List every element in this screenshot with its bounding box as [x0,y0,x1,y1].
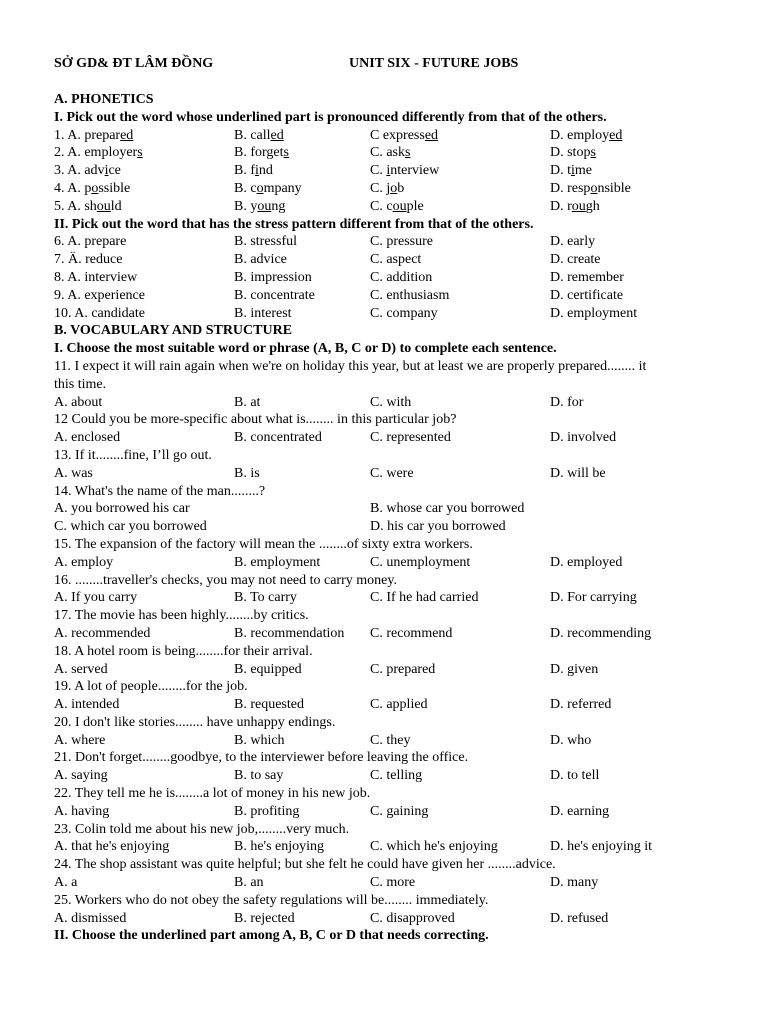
option-a: 7. Ä. reduce [54,252,123,268]
underlined-part: ou [392,198,407,214]
underlined-part: s [283,145,289,161]
options-row [54,465,704,483]
question-stem: 18. A hotel room is being........for their arrival. [54,643,313,659]
options-row [54,732,704,750]
option-b: B. which [234,732,285,748]
option-b: B. profiting [234,803,300,819]
option-a: 4. A. possible [54,180,131,196]
instruction: II. Choose the underlined part among A, B, C or D that needs correcting. [54,928,489,944]
option-d: D. will be [550,465,606,481]
question-row [54,180,704,198]
option-b: B. concentrated [234,430,322,446]
option-c: C expressed [370,127,439,143]
question-row [54,269,704,287]
instruction: I. Pick out the word whose underlined part is pronounced differently from that of the others. [54,109,607,125]
options-row [54,518,704,536]
option-b: B. interest [234,305,292,321]
option-d: D. he's enjoying it [550,839,653,855]
option-b: B. employment [234,554,321,570]
option-a: A. recommended [54,625,151,641]
question-row [54,127,704,145]
option-a: 3. A. advice [54,163,121,179]
options-row [54,394,704,412]
option-a: 6. A. prepare [54,234,127,250]
option-b: B. impression [234,269,312,285]
instruction: II. Pick out the word that has the stress pattern different from that of the others. [54,216,534,232]
option-a: 2. A. employers [54,145,143,161]
underlined-part: o [256,180,264,196]
option-d: D. referred [550,697,612,713]
option-a: A. a [54,875,78,891]
option-c: C. recommend [370,625,453,641]
options-row [54,625,704,643]
options-row [54,874,704,892]
underlined-part: ed [424,127,439,143]
question-stem: 12 Could you be more-specific about what is........ in this particular job? [54,412,457,428]
option-c: C. which he's enjoying [370,839,498,855]
option-c: C. applied [370,697,428,713]
question-stem: 19. A lot of people........for the job. [54,679,248,695]
option-c: C. addition [370,269,433,285]
underlined-part: ed [270,127,284,143]
option-d: D. many [550,875,599,891]
option-a: A. enclosed [54,430,121,446]
option-b: B. concentrate [234,287,315,303]
options-row [54,696,704,714]
options-row [54,500,704,518]
instruction: I. Choose the most suitable word or phrase (A, B, C or D) to complete each sentence. [54,341,557,357]
section-title: B. VOCABULARY AND STRUCTURE [54,323,293,339]
underlined-part: o [91,180,99,196]
option-a: 8. A. interview [54,269,138,285]
option-d: D. For carrying [550,590,637,606]
option-b: B. requested [234,697,304,713]
option-c: C. job [370,180,405,196]
question-stem: 24. The shop assistant was quite helpful; but she felt he could have given her ........advice. [54,857,556,873]
option-d: D. create [550,252,601,268]
option-d: D. employed [550,554,623,570]
option-d: D. earning [550,803,610,819]
option-a: A. served [54,661,108,677]
option-c: C. pressure [370,234,433,250]
underlined-part: ed [120,127,134,143]
underlined-part: ou [257,198,272,214]
question-stem: 21. Don't forget........goodbye, to the interviewer before leaving the office. [54,750,469,766]
option-a: A. was [54,465,93,481]
question-stem: 14. What's the name of the man........? [54,483,266,499]
option-b: B. find [234,163,273,179]
option-d: D. for [550,394,584,410]
option-a: A. having [54,803,110,819]
underlined-part: i [255,163,259,179]
question-row [54,198,704,216]
question-stem: 23. Colin told me about his new job,........very much. [54,821,350,837]
option-left: C. which car you borrowed [54,519,207,535]
question-row [54,287,704,305]
header-right: UNIT SIX - FUTURE JOBS [349,56,519,71]
option-d: D. early [550,234,596,250]
question-row [54,162,704,180]
option-d: D. rough [550,198,600,214]
option-d: D. recommending [550,625,652,641]
option-c: C. more [370,875,416,891]
option-c: C. with [370,394,412,410]
question-row [54,305,704,323]
option-c: C. disapproved [370,910,455,926]
option-left: A. you borrowed his car [54,501,190,517]
question-stem: 22. They tell me he is........a lot of money in his new job. [54,786,371,802]
option-d: D. responsible [550,180,631,196]
option-c: C. they [370,732,411,748]
option-b: B. young [234,198,286,214]
option-b: B. called [234,127,284,143]
option-right: B. whose car you borrowed [370,501,525,517]
options-row [54,554,704,572]
option-b: B. company [234,180,302,196]
option-d: D. involved [550,430,617,446]
option-b: B. rejected [234,910,295,926]
option-b: B. at [234,394,261,410]
options-row [54,838,704,856]
option-b: B. stressful [234,234,297,250]
underlined-part: o [390,180,398,196]
option-b: B. advice [234,252,287,268]
underlined-part: o [590,180,598,196]
option-c: C. asks [370,145,411,161]
options-row [54,429,704,447]
option-a: 10. A. candidate [54,305,145,321]
option-c: C. aspect [370,252,422,268]
option-d: D. remember [550,269,624,285]
option-a: A. about [54,394,103,410]
option-b: B. he's enjoying [234,839,325,855]
underlined-part: ed [609,127,623,143]
option-d: D. who [550,732,592,748]
option-c: C. were [370,465,414,481]
option-a: A. employ [54,554,114,570]
question-row [54,144,704,162]
options-row [54,910,704,928]
option-c: C. enthusiasm [370,287,450,303]
underlined-part: i [386,163,391,179]
option-b: B. an [234,875,264,891]
option-c: C. If he had carried [370,590,479,606]
header-left: SỞ GD& ĐT LÂM ĐỒNG [54,56,214,71]
underlined-part: s [590,145,596,161]
option-d: D. time [550,163,592,179]
option-c: C. unemployment [370,554,471,570]
option-right: D. his car you borrowed [370,519,506,535]
underlined-part: i [571,163,575,179]
options-row [54,803,704,821]
underlined-part: ou [571,198,586,214]
option-d: D. stops [550,145,596,161]
option-b: B. recommendation [234,625,345,641]
question-stem: 15. The expansion of the factory will mean the ........of sixty extra workers. [54,536,473,552]
option-a: A. intended [54,697,120,713]
option-c: C. company [370,305,438,321]
underlined-part: s [137,145,143,161]
section-title: A. PHONETICS [54,92,154,107]
worksheet-content [54,91,704,945]
option-c: C. couple [370,198,424,214]
option-b: B. forgets [234,145,289,161]
option-a: A. that he's enjoying [54,839,170,855]
option-d: D. refused [550,910,609,926]
option-c: C. telling [370,768,423,784]
options-row [54,589,704,607]
option-b: B. To carry [234,590,297,606]
question-stem: 17. The movie has been highly........by critics. [54,608,309,624]
option-d: D. certificate [550,287,624,303]
option-d: D. given [550,661,599,677]
option-a: A. where [54,732,106,748]
underlined-part: i [104,163,109,179]
option-a: 9. A. experience [54,287,145,303]
option-d: D. to tell [550,768,600,784]
question-stem: 13. If it........fine, I’ll go out. [54,447,212,463]
option-d: D. employed [550,127,623,143]
question-row [54,251,704,269]
question-stem: 25. Workers who do not obey the safety regulations will be........ immediately. [54,892,489,908]
option-c: C. gaining [370,803,429,819]
option-a: A. If you carry [54,590,138,606]
option-c: C. interview [370,163,440,179]
option-c: C. prepared [370,661,436,677]
underlined-part: s [405,145,411,161]
question-stem: 20. I don't like stories........ have unhappy endings. [54,714,336,730]
options-row [54,767,704,785]
option-b: B. is [234,465,260,481]
options-row [54,661,704,679]
question-stem: 16. ........traveller's checks, you may not need to carry money. [54,572,397,588]
option-b: B. to say [234,768,284,784]
question-row [54,233,704,251]
question-stem-continued: this time. [54,376,107,392]
option-b: B. equipped [234,661,302,677]
option-a: 5. A. should [54,198,122,214]
option-d: D. employment [550,305,638,321]
underlined-part: ou [96,198,111,214]
option-c: C. represented [370,430,451,446]
option-a: A. dismissed [54,910,127,926]
option-a: A. saying [54,768,108,784]
question-stem: 11. I expect it will rain again when we're on holiday this year, but at least we are properly prepared........ it [54,358,647,374]
option-a: 1. A. prepared [54,127,134,143]
